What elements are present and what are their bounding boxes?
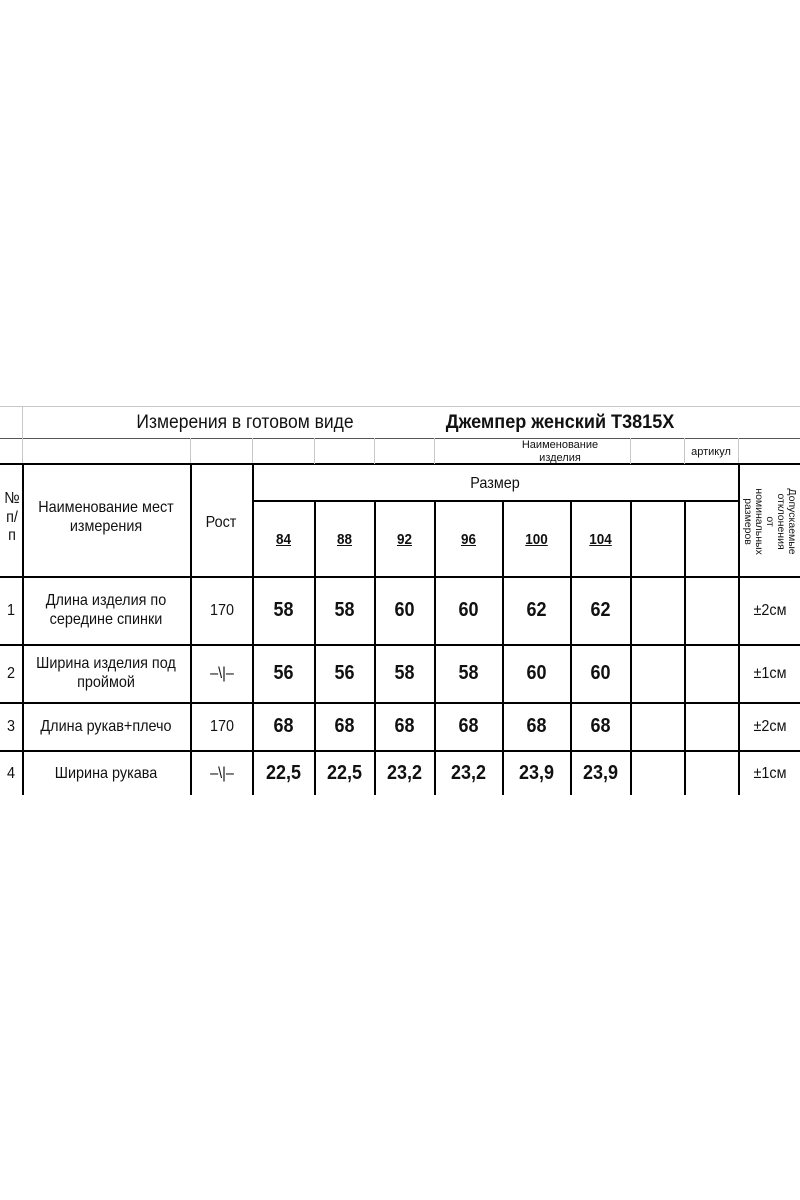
row-measure-name: Ширина изделия под проймой: [36, 655, 176, 691]
row-value: 58: [458, 662, 479, 685]
row-value: 23,2: [450, 762, 487, 785]
grid-line: [630, 438, 631, 464]
grid-line: [314, 438, 315, 464]
grid-line: [684, 438, 685, 464]
row-value: 58: [334, 599, 355, 622]
grid-line: [630, 500, 632, 795]
grid-line: [502, 500, 504, 795]
size-label: 88: [336, 531, 353, 549]
row-value: 23,9: [518, 762, 555, 785]
row-tolerance: ±2см: [753, 717, 787, 735]
size-label: 92: [396, 531, 413, 549]
row-value: 58: [394, 662, 415, 685]
size-label: 84: [275, 531, 292, 549]
article-caption: артикул: [691, 445, 731, 458]
row-height: 170: [209, 717, 235, 735]
row-measure-name: Длина изделия по середине спинки: [45, 592, 167, 628]
row-number: 2: [6, 664, 16, 682]
grid-line: [190, 438, 191, 464]
size-label: 104: [589, 531, 612, 549]
row-value: 56: [334, 662, 355, 685]
row-value: 68: [526, 715, 547, 738]
header-size-group: Размер: [470, 474, 520, 492]
row-value: 22,5: [326, 762, 363, 785]
header-tolerance: Допускаемые отклонения от номинальных размеров: [741, 488, 798, 556]
row-height: 170: [209, 601, 235, 619]
grid-line: [374, 500, 376, 795]
grid-line: [0, 406, 800, 407]
row-height: –\|–: [210, 664, 234, 682]
grid-line: [570, 500, 572, 795]
size-label: 96: [460, 531, 477, 549]
row-number: 4: [6, 764, 16, 782]
product-title: Джемпер женский Т3815Х: [445, 411, 675, 433]
row-value: 60: [526, 662, 547, 685]
row-value: 60: [394, 599, 415, 622]
row-tolerance: ±1см: [753, 664, 787, 682]
size-label: 100: [525, 531, 548, 549]
grid-line: [252, 438, 253, 464]
header-number: № п/ п: [4, 489, 20, 545]
document-title: Измерения в готовом виде: [136, 411, 354, 433]
row-height: –\|–: [210, 764, 234, 782]
row-tolerance: ±2см: [753, 601, 787, 619]
row-number: 3: [6, 717, 16, 735]
row-value: 68: [590, 715, 611, 738]
row-value: 23,9: [582, 762, 619, 785]
product-name-caption: Наименование изделия: [521, 439, 599, 464]
row-value: 68: [394, 715, 415, 738]
grid-line: [434, 500, 436, 795]
grid-line: [0, 438, 800, 439]
row-value: 22,5: [265, 762, 302, 785]
grid-line: [314, 500, 316, 795]
row-number: 1: [6, 601, 16, 619]
row-value: 56: [273, 662, 294, 685]
row-value: 68: [273, 715, 294, 738]
row-value: 58: [273, 599, 294, 622]
grid-line: [190, 463, 192, 795]
row-measure-name: Длина рукав+плечо: [40, 717, 172, 735]
grid-line: [252, 500, 738, 502]
row-value: 60: [458, 599, 479, 622]
grid-line: [738, 438, 739, 464]
row-value: 62: [526, 599, 547, 622]
grid-line: [0, 463, 800, 465]
header-height: Рост: [205, 513, 237, 531]
grid-line: [434, 438, 435, 464]
row-value: 68: [334, 715, 355, 738]
grid-line: [374, 438, 375, 464]
row-measure-name: Ширина рукава: [54, 764, 158, 782]
row-tolerance: ±1см: [753, 764, 787, 782]
row-value: 23,2: [386, 762, 423, 785]
header-measure-name: Наименование мест измерения: [38, 499, 174, 535]
row-value: 62: [590, 599, 611, 622]
grid-line: [684, 500, 686, 795]
row-value: 60: [590, 662, 611, 685]
row-value: 68: [458, 715, 479, 738]
grid-line: [22, 463, 24, 795]
grid-line: [22, 406, 23, 464]
grid-line: [252, 463, 254, 795]
